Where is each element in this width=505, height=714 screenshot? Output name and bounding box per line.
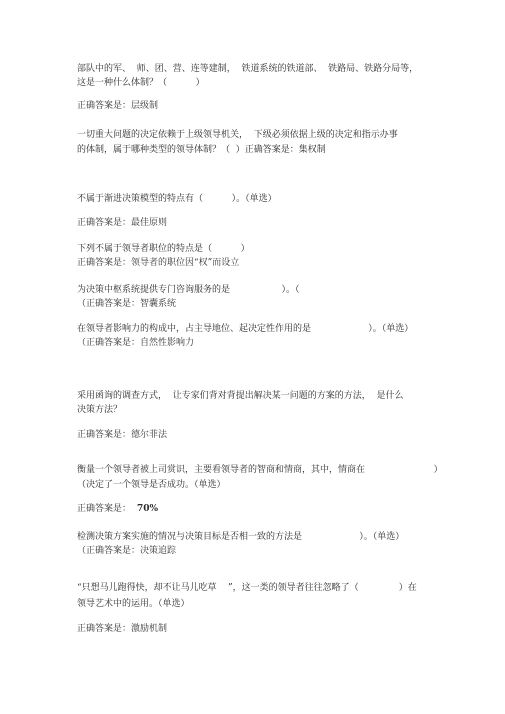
answer-8-label: 正确答案是： [77, 504, 132, 514]
answer-8-value: 70% [137, 504, 159, 514]
question-7-line-2: 决策方法？ [77, 405, 123, 415]
answer-1: 正确答案是：层级制 [77, 101, 159, 111]
answer-5: （正确答案是：智囊系统 [77, 299, 177, 309]
question-7-line-1: 采用函询的调查方式， 让专家们背对背提出解决某一问题的方案的方法， 是什么 [77, 391, 404, 401]
question-5: 为决策中枢系统提供专门咨询服务的是 ）。（ [77, 285, 300, 295]
question-9: 检测决策方案实施的情况与决策目标是否相一致的方法是 ）。（单选） [77, 532, 405, 542]
question-10-line-1: “只想马儿跑得快，却不让马儿吃草 ”，这一类的领导者往往忽略了（ ）在 [77, 583, 417, 593]
answer-4: 正确答案是：领导者的职位因“权”而设立 [77, 258, 240, 268]
question-8-line-2: （决定了一个领导是否成功。（单选） [77, 480, 226, 490]
question-2-line-2: 的体制，属于哪种类型的领导体制？（ ）正确答案是：集权制 [77, 145, 326, 155]
answer-3: 正确答案是：最佳原则 [77, 218, 168, 228]
question-1-line-1: 部队中的军、 师、团、营、连等建制， 铁道系统的铁道部、 铁路局、铁路分局等， [77, 64, 419, 74]
answer-6: （正确答案是：自然性影响力 [77, 338, 195, 348]
answer-7: 正确答案是：德尔菲法 [77, 430, 168, 440]
question-6: 在领导者影响力的构成中，占主导地位、起决定性作用的是 ）。（单选） [77, 324, 414, 334]
question-2-line-1: 一切重大问题的决定依赖于上级领导机关， 下级必须依据上级的决定和指示办事 [77, 130, 398, 140]
question-4: 下列不属于领导者职位的特点是（ ） [77, 244, 250, 254]
answer-9: （正确答案是：决策追踪 [77, 546, 177, 556]
question-10-line-2: 领导艺术中的运用。（单选） [77, 599, 190, 609]
question-8-line-1: 衡量一个领导者被上司赏识，主要看领导者的智商和情商，其中，情商在 ） [77, 465, 443, 475]
question-1-line-2: 这是一种什么体制？（ ） [77, 78, 205, 88]
question-3: 不属于渐进决策模型的特点有（ ）。（单选） [77, 194, 277, 204]
answer-10: 正确答案是：激励机制 [77, 624, 168, 634]
